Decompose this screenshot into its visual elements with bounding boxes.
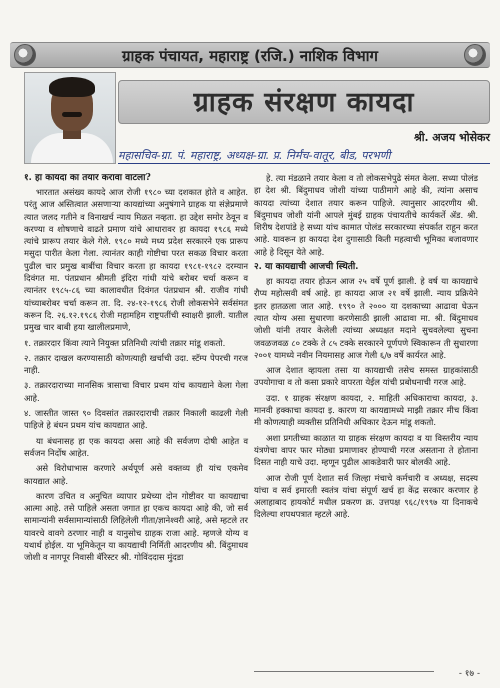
list-item: ४. जास्तीत जास्त ९० दिवसांत तक्रारदाराची तक्रार निकाली काढली गेली पाहिजे हे बंधन प्रथम यांच कायद्यात आहे. — [24, 408, 248, 431]
paragraph: अशा प्रगतीच्या काळात या ग्राहक संरक्षण कायदा व या विस्तरीय न्याय यंत्रणेचा वापर फार मोठ्या प्रमाणावर होण्याची गरज असताना ते होताना दिसत नाही याचे उदा. म्हणून पुढील आकडेवारी फार बोलकी आहे. — [254, 432, 478, 468]
right-column — [254, 172, 478, 524]
list-item: १. तक्रारदार किंवा त्याने नियुक्त प्रतिनिधी त्यांची तक्रार मांडू शकतो. — [24, 337, 226, 348]
paragraph: भारतात असंख्य कायदे आज रोजी १९८० च्या दशकात होते व आहेत. परंतु आज अस्तित्वात असणाऱ्या कायद्यांच्या अनुषंगाने ग्राहक या संज्ञेप्रमाणे त्यात जलद गतीने व विनाखर्च न्याय मिळत नव्हता. हा उद्देश समोर ठेवून व करण्या व शोषणाचे वाढते प्रमाण यांचे आधारावर हा कायदा १९८६ मध्ये त्यांचे प्रारूप तयार केले गेले. १९८० मध्ये मध्य प्रदेश सरकारने एक प्रारूप मसुदा पारीत केला गेला. त्यानंतर काही गोष्टीचा परत सकळ विचार करता पुढील चार प्रमुख बाबींचा विचार करता हा कायदा १९८१-१९८२ दरम्यान दिवंगत मा. पंतप्रधान श्रीमती इंदिरा गांधी यांचे बरोबर चर्चा करून व त्यानंतर १९८५-८६ च्या कालावधीत दिवंगत पंतप्रधान श्री. राजीव गांधी यांच्याबरोबर चर्चा करून ता. दि. २४-१२-१९८६ रोजी लोकसभेने सर्वसंमत करून दि. २६.१२.१९८६ रोजी महामहिम राष्ट्रपतींची स्वाक्षरी झाली. यातील प्रमुख चार बाबी हया खालीलप्रमाणे, — [24, 187, 248, 333]
right-logo-icon — [464, 44, 486, 66]
author-photo — [24, 72, 116, 164]
paragraph: आज रोजी पूर्ण देशात सर्व जिल्हा मंचाचे कर्मचारी व अध्यक्ष, सदस्य यांचा व सर्व इमारती स्वतंत्र यांचा संपूर्ण खर्च हा केंद्र सरकार करणार हे अलाहाबाद हायकोर्ट मधील प्रकरण क्र. उत्तपक्ष ९६८/१९९७ या दिनाकचे दिलेल्या शपथपत्रात म्हटले आहे. — [254, 472, 478, 520]
header-text: ग्राहक पंचायत, महाराष्ट्र (रजि.) नाशिक विभाग — [122, 47, 378, 65]
paragraph: या बंधनासह हा एक कायदा असा आहे की सर्वजण दोषी आहेत व सर्वजन निर्दोष आहेत. — [24, 435, 248, 458]
section-heading: १. हा कायदा का तयार करावा वाटला? — [24, 173, 151, 183]
footer-rule — [254, 671, 434, 672]
section-heading: २. या कायद्याची आजची स्थिती. — [254, 262, 359, 273]
paragraph: कारण उचित व अनुचित व्यापार प्रथेच्या दोन गोष्टीवर या कायद्याचा आत्मा आहे. तसे पाहिले असता जगात हा एकच कायदा आहे की, जो सर्व सामान्यांनी सर्वसामान्यांसाठी लिहिलेली गीता/ज्ञानेश्वरी आहे, असे म्हटले तर यावरचे वावगे ठरणार नाही व यानुसोच ग्राहक राजा आहे. म्हणजे योग्य व यथार्थ होईल. या भूमिकेतून या कायद्याची निर्मिती आदरणीय श्री. बिंदुमाधव जोशी व नागपूर निवासी बॅरिस्टर श्री. गोविंददास मुंदडा — [24, 490, 248, 563]
article-title: ग्राहक संरक्षण कायदा — [193, 87, 415, 118]
paragraph: उदा. १ ग्राहक संरक्षण कायदा, २. माहिती अधिकाराचा कायदा, ३. मानवी हक्काचा कायदा इ. कारण या कायद्यामध्ये माझी तक्रार मीच किंवा मी कोणत्याही व्यक्तीस प्रतिनिधी अधिकार देऊन मांडू शकतो. — [254, 392, 478, 428]
left-column — [24, 172, 248, 567]
paragraph: आज देशात व्हायला तसा या कायद्याची तसेच समस्त ग्राहकांसाठी उपयोगाचा व तो कसा प्रकारे वापरता येईल यांची प्रबोधनाची गरज आहे. — [254, 365, 478, 388]
author-name: श्री. अजय भोसेकर — [413, 131, 490, 144]
left-logo-icon — [14, 44, 36, 66]
paragraph: असे विरोधाभास करणारे अर्थपूर्ण असे वक्तव्य ही यांच एकमेव कायद्यात आहे. — [24, 463, 248, 486]
handwritten-note: महासचिव-ग्रा. पं. महाराष्ट्र, अध्यक्ष-ग्रा. प्र. निर्मंच-वातूर, बीड, परभणी — [118, 148, 490, 164]
page-number: - १७ - — [458, 669, 480, 679]
paragraph: हे. त्या मंडळाने तयार केला व तो लोकसभेपुढे संमत केला. सध्या पोलंड हा देश श्री. बिंदुमाधव जोशी यांच्या पाठीमागे आहे की, त्यांना असाच कायदा त्यांच्या देशात तयार करून पाहिजे. त्यानुसार आदरणीय श्री. बिंदुमाधव जोशी यांनी आपले मुंबई ग्राहक पंचायतीचे कार्यकर्ते ॲड. श्री. शिरीष देशपांडे हे सध्या यांच कामात पोलंड सरकारच्या संपर्कात राहून करत आहे. यावरून हा कायदा देश दुगासाठी किती महत्वाची भूमिका बजावणार आहे हे दिसून येते आहे. — [254, 173, 478, 257]
list-item: ३. तक्रारदाराच्या मानसिक त्रासाचा विचार प्रथम यांच कायद्याने केला गेला आहे. — [24, 380, 248, 403]
list-item: २. तक्रार दाखल करण्यासाठी कोणत्याही खर्चाची उदा. स्टॅम्प पेपरची गरज नाही. — [24, 352, 248, 376]
paragraph: हा कायदा तयार होऊन आज २५ वर्षे पूर्ण झाली. हे वर्ष या कायद्याचे रौप्य महोत्सवी वर्ष आहे. हा कायदा आज २१ वर्षे झाली. न्याय प्रक्रियेने इतर हातळला जात आहे. १९९० ते २००० या दशकाच्या आढावा घेऊन त्यात योग्य असा सुधारणा करणेसाठी झाली आढावा मा. श्री. बिंदुमाधव जोशी यांनी तयार केलेली त्यांच्या अध्यक्षत मदाने सुचवलेल्या सुचना जवळजवळ ८० टक्के ते ८५ टक्के सरकारने पूर्णपणे स्विकारून ती सुधारणा २००१ यामध्ये नवीन नियमासह आज गेली ६/७ वर्षे कार्यरत आहे. — [254, 276, 478, 360]
